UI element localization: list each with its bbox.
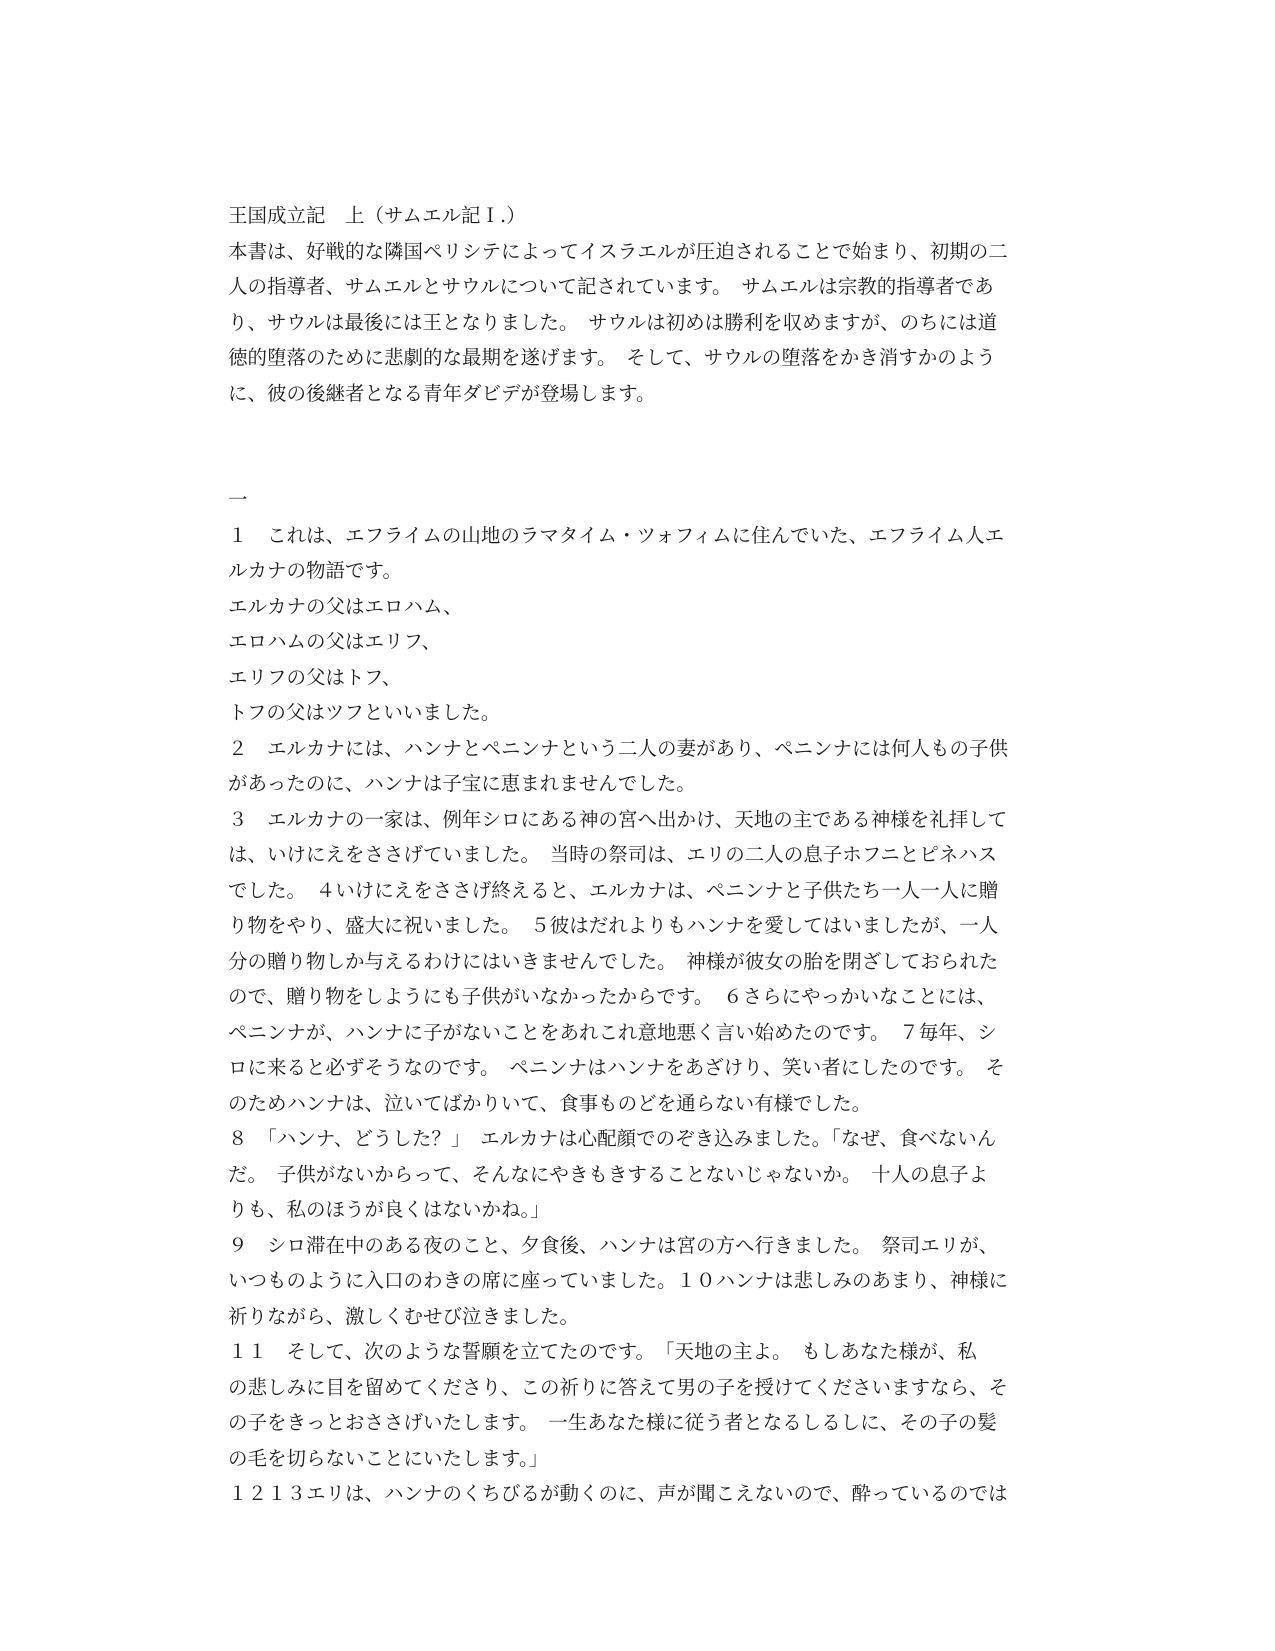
body-line: でした。 ４いけにえをささげ終えると、エルカナは、ペニンナと子供たち一人一人に贈 bbox=[228, 878, 999, 902]
document-title: 王国成立記 上（サムエル記Ｉ.） bbox=[228, 204, 526, 227]
intro-line: に、彼の後継者となる青年ダビデが登場します。 bbox=[228, 381, 656, 405]
body-line: の子をきっとおささげいたします。 一生あなた様に従う者となるしるしに、その子の髪 bbox=[228, 1411, 997, 1434]
body-line: 分の贈り物しか与えるわけにはいきませんでした。 神様が彼女の胎を閉ざしておられた bbox=[228, 949, 999, 973]
body-line: いつものように入口のわきの席に座っていました。１０ハンナは悲しみのあまり、神様に bbox=[228, 1269, 1009, 1292]
body-line: ロに来ると必ずそうなのです。 ペニンナはハンナをあざけり、笑い者にしたのです。 そ bbox=[228, 1056, 1005, 1079]
body-line: があったのに、ハンナは子宝に恵まれませんでした。 bbox=[228, 772, 696, 795]
body-line: のためハンナは、泣いてばかりいて、食事ものどを通らない有様でした。 bbox=[228, 1091, 872, 1115]
paragraph-gap bbox=[228, 411, 1058, 447]
body-line: ペニンナが、ハンナに子がないことをあれこれ意地悪く言い始めたのです。 ７毎年、シ bbox=[228, 1020, 997, 1044]
body-line: エルカナの父はエロハム、 bbox=[228, 594, 463, 618]
intro-line: 人の指導者、サムエルとサウルについて記されています。 サムエルは宗教的指導者であ bbox=[228, 275, 994, 298]
body-line: ８ 「ハンナ、どうした？」 エルカナは心配顔でのぞき込みました。「なぜ、食べないん bbox=[228, 1127, 997, 1150]
body-line: 祈りながら、激しくむせび泣きました。 bbox=[228, 1304, 580, 1328]
chapter-number: 一 bbox=[228, 488, 248, 511]
body-line: トフの父はツフといいました。 bbox=[228, 701, 501, 724]
body-line: １１ そして、次のような誓願を立てたのです。 「天地の主よ。 もしあなた様が、私 bbox=[228, 1340, 977, 1363]
body-line: は、いけにえをささげていました。 当時の祭司は、エリの二人の息子ホフニとピネハス bbox=[228, 843, 998, 866]
intro-line: 徳的堕落のために悲劇的な最期を遂げます。 そして、サウルの堕落をかき消すかのよう bbox=[228, 346, 996, 369]
body-line: ２ エルカナには、ハンナとペニンナという二人の妻があり、ペニンナには何人もの子供 bbox=[228, 736, 1009, 760]
body-line: の悲しみに目を留めてくださり、この祈りに答えて男の子を授けてくださいますなら、そ bbox=[228, 1375, 1009, 1399]
body-line: だ。 子供がないからって、そんなにやきもきすることないじゃないか。 十人の息子よ bbox=[228, 1162, 989, 1186]
paragraph-gap bbox=[228, 447, 1058, 483]
body-line: １２１３エリは、ハンナのくちびるが動くのに、声が聞こえないので、酔っているのでは bbox=[228, 1482, 1008, 1505]
intro-line: 本書は、好戦的な隣国ペリシテによってイスラエルが圧迫されることで始まり、初期の二 bbox=[228, 239, 1008, 263]
body-line: エロハムの父はエリフ、 bbox=[228, 630, 441, 653]
body-line: ９ シロ滞在中のある夜のこと、夕食後、ハンナは宮の方へ行きました。 祭司エリが、 bbox=[228, 1233, 999, 1257]
body-line: ３ エルカナの一家は、例年シロにある神の宮へ出かけ、天地の主である神様を礼拝して bbox=[228, 807, 1008, 831]
body-line: ので、贈り物をしようにも子供がいなかったからです。 ６さらにやっかいなことには、 bbox=[228, 985, 997, 1008]
body-line: ルカナの物語です。 bbox=[228, 559, 402, 582]
body-line: の毛を切らないことにいたします。」 bbox=[228, 1446, 549, 1470]
body-line: り物をやり、盛大に祝いました。 ５彼はだれよりもハンナを愛してはいましたが、一人 bbox=[228, 914, 999, 937]
intro-line: り、サウルは最後には王となりました。 サウルは初めは勝利を収めますが、のちには道 bbox=[228, 310, 998, 334]
body-line: １ これは、エフライムの山地のラマタイム・ツォフィムに住んでいた、エフライム人エ bbox=[228, 523, 1005, 547]
body-line: りも、私のほうが良くはないかね。」 bbox=[228, 1198, 550, 1221]
document-page bbox=[228, 198, 1058, 1512]
body-line: エリフの父はトフ、 bbox=[228, 665, 402, 689]
